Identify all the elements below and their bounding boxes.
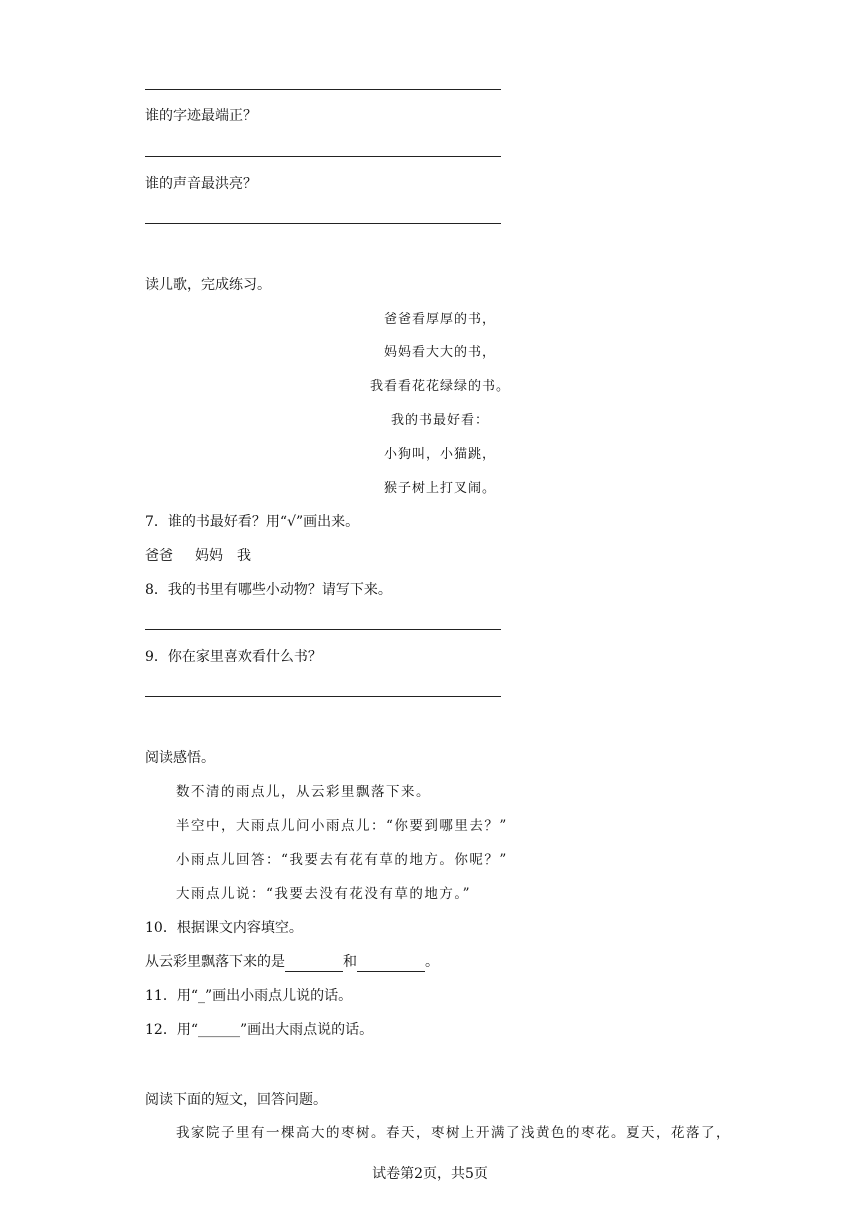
tree-passage-line-1: 我家院子里有一棵高大的枣树。春天，枣树上开满了浅黄色的枣花。夏天，花落了， xyxy=(176,1125,731,1141)
passage-line-4: 大雨点儿说：“我要去没有花没有草的地方。” xyxy=(176,886,472,902)
section-intro-tree: 阅读下面的短文，回答问题。 xyxy=(145,1092,327,1108)
section-intro-rain: 阅读感悟。 xyxy=(145,750,215,766)
question-11: 11．用“_”画出小雨点儿说的话。 xyxy=(145,988,353,1004)
fill-blank-2[interactable] xyxy=(357,957,425,972)
poem-line-6: 猴子树上打叉闹。 xyxy=(383,481,496,496)
poem-line-5: 小狗叫，小猫跳， xyxy=(383,447,496,462)
wavy-line-mark: ______ xyxy=(197,1022,240,1038)
answer-line xyxy=(145,156,501,157)
answer-line xyxy=(145,629,501,630)
answer-line xyxy=(145,89,501,90)
passage-line-3: 小雨点儿回答：“我要去有花有草的地方。你呢？” xyxy=(176,852,508,868)
passage-line-1: 数不清的雨点儿，从云彩里飘落下来。 xyxy=(176,784,431,800)
question-12: 12．用“______”画出大雨点说的话。 xyxy=(145,1022,374,1038)
underline-mark: _ xyxy=(197,988,205,1004)
q7-options xyxy=(145,546,251,566)
answer-line xyxy=(145,696,501,697)
section-intro-poem: 读儿歌，完成练习。 xyxy=(145,277,271,293)
fill-blank-1[interactable] xyxy=(285,957,343,972)
option-me[interactable]: 我 xyxy=(237,548,251,564)
poem-line-1: 爸爸看厚厚的书， xyxy=(383,312,496,327)
answer-line xyxy=(145,223,501,224)
question-10: 10．根据课文内容填空。 xyxy=(145,920,303,936)
option-dad[interactable]: 爸爸 xyxy=(145,548,173,564)
poem-line-4: 我的书最好看： xyxy=(390,413,489,428)
question-voice: 谁的声音最洪亮？ xyxy=(145,176,257,192)
question-9: 9．你在家里喜欢看什么书？ xyxy=(145,649,322,665)
page-number: 试卷第2页，共5页 xyxy=(372,1166,488,1182)
option-mom[interactable]: 妈妈 xyxy=(195,548,223,564)
question-7: 7．谁的书最好看？用“√”画出来。 xyxy=(145,514,360,530)
question-8: 8．我的书里有哪些小动物？请写下来。 xyxy=(145,582,392,598)
q10-fill-sentence: 从云彩里飘落下来的是 和 。 xyxy=(145,954,439,970)
poem-line-3: 我看看花花绿绿的书。 xyxy=(369,379,510,394)
poem-line-2: 妈妈看大大的书， xyxy=(383,345,496,360)
question-handwriting: 谁的字迹最端正？ xyxy=(145,108,257,124)
passage-line-2: 半空中，大雨点儿问小雨点儿：“你要到哪里去？” xyxy=(176,818,508,834)
